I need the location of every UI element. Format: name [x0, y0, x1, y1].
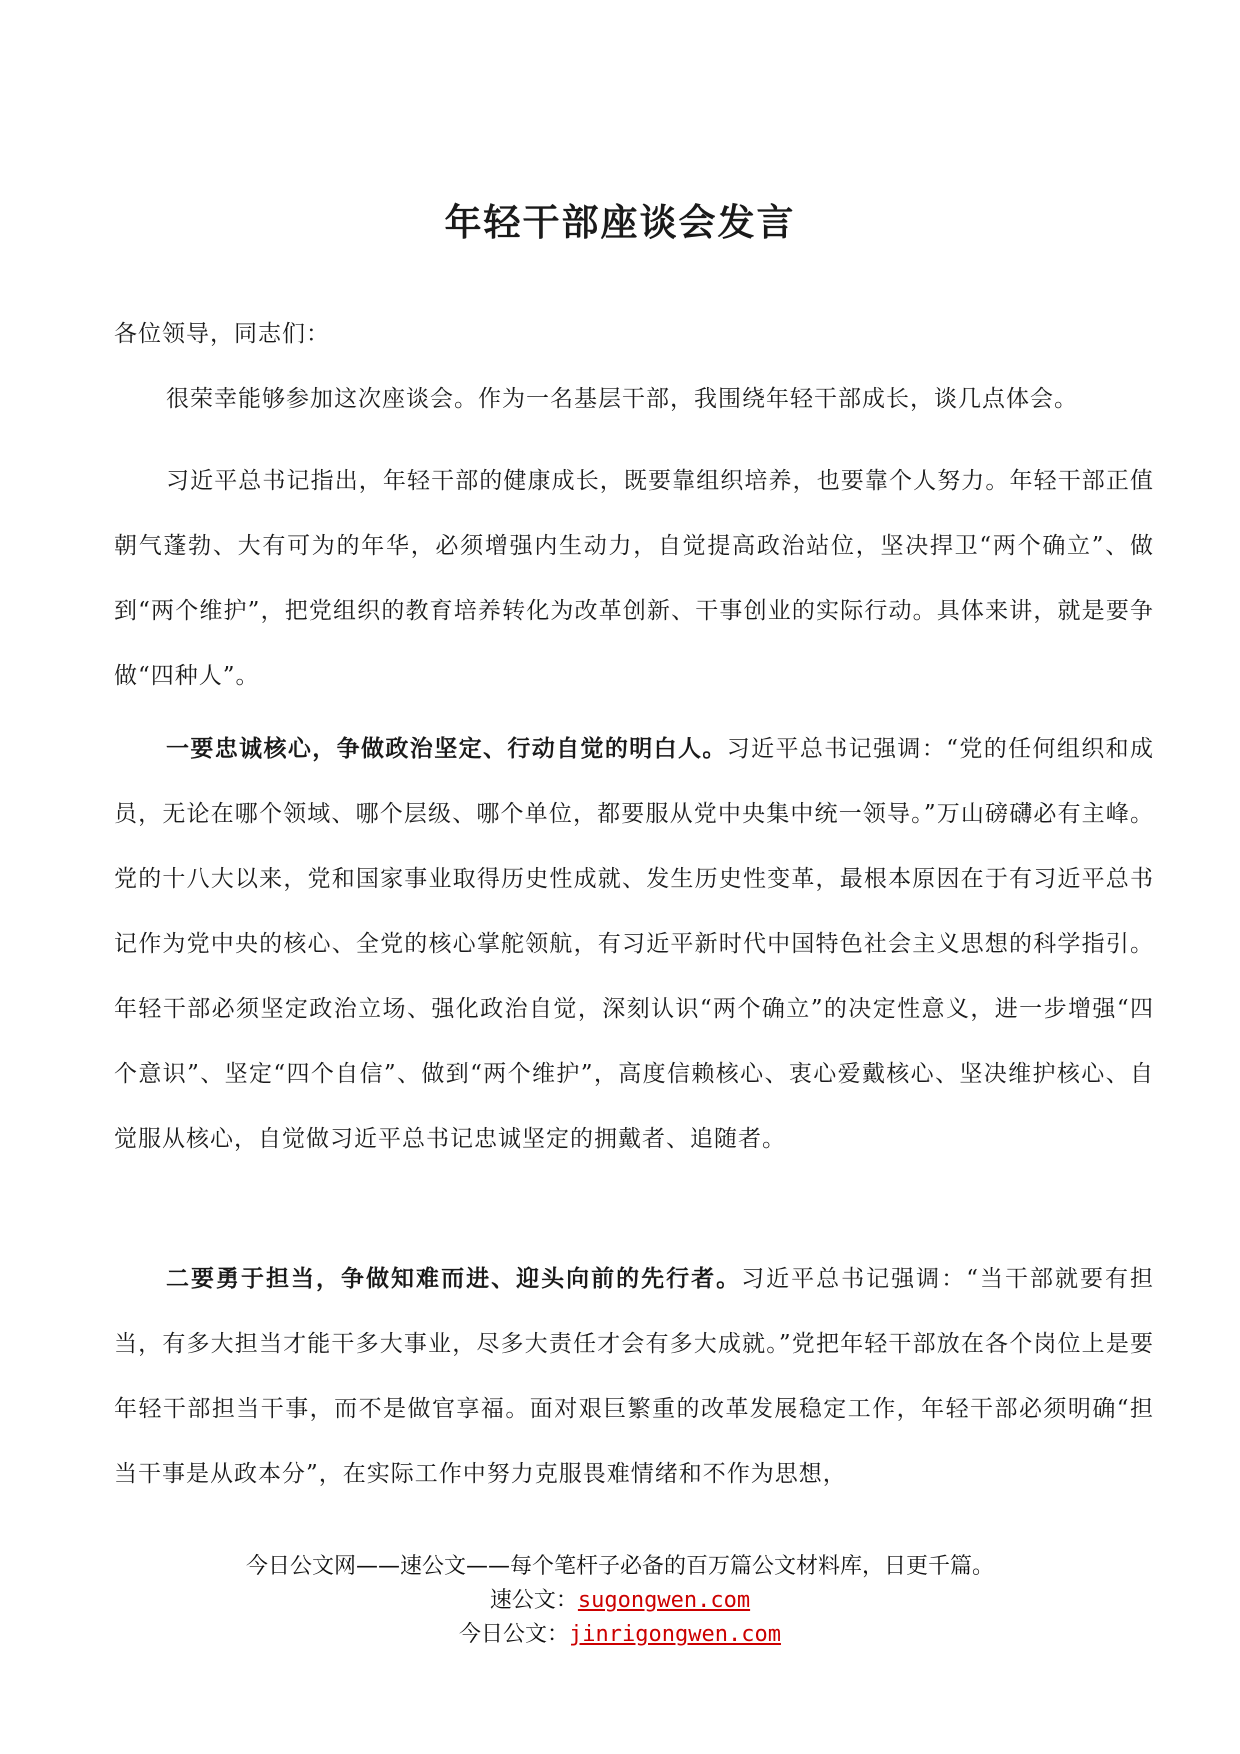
paragraph-text: 很荣幸能够参加这次座谈会。作为一名基层干部，我围绕年轻干部成长，谈几点体会。 — [166, 386, 1078, 412]
paragraph-text: 习近平总书记指出，年轻干部的健康成长，既要靠组织培养，也要靠个人努力。年轻干部正值朝气蓬勃、大有可为的年华，必须增强内生动力，自觉提高政治站位，坚决捍卫“两个确立”、做到“两个维护”，把党组织的教育培养转化为改革创新、干事创业的实际行动。具体来讲，就是要争做“四种人”。 — [114, 468, 1154, 689]
paragraph-overview — [114, 449, 1154, 709]
sugongwen-link[interactable]: sugongwen.com — [577, 1588, 751, 1613]
paragraph-intro — [114, 367, 1154, 432]
paragraph-point-two — [114, 1246, 1154, 1507]
footer-ad — [0, 1550, 1240, 1652]
footer-link-row — [0, 1618, 1240, 1652]
paragraph-lead: 二要勇于担当，争做知难而进、迎头向前的先行者。 — [166, 1265, 742, 1292]
footer-link-row — [0, 1584, 1240, 1618]
footer-link-label: 今日公文： — [459, 1622, 570, 1647]
paragraph-text: 习近平总书记强调：“当干部就要有担当，有多大担当才能干多大事业，尽多大责任才会有多大成就。”党把年轻干部放在各个岗位上是要年轻干部担当干事，而不是做官享福。面对艰巨繁重的改革发展稳定工作，年轻干部必须明确“担当干事是从政本分”，在实际工作中努力克服畏难情绪和不作为思想， — [114, 1266, 1154, 1487]
salutation: 各位领导，同志们： — [114, 321, 330, 347]
paragraph-point-one — [114, 716, 1154, 1172]
footer-slogan: 今日公文网——速公文——每个笔杆子必备的百万篇公文材料库，日更千篇。 — [245, 1554, 994, 1579]
paragraph-text: 习近平总书记强调：“党的任何组织和成员，无论在哪个领域、哪个层级、哪个单位，都要服从党中央集中统一领导。”万山磅礴必有主峰。党的十八大以来，党和国家事业取得历史性成就、发生历史性变革，最根本原因在于有习近平总书记作为党中央的核心、全党的核心掌舵领航，有习近平新时代中国特色社会主义思想的科学指引。年轻干部必须坚定政治立场、强化政治自觉，深刻认识“两个确立”的决定性意义，进一步增强“四个意识”、坚定“四个自信”、做到“两个维护”，高度信赖核心、衷心爱戴核心、坚决维护核心、自觉服从核心，自觉做习近平总书记忠诚坚定的拥戴者、追随者。 — [114, 736, 1154, 1152]
paragraph-lead: 一要忠诚核心，争做政治坚定、行动自觉的明白人。 — [166, 735, 727, 762]
document-title: 年轻干部座谈会发言 — [444, 200, 796, 244]
jinrigongwen-link[interactable]: jinrigongwen.com — [569, 1622, 781, 1647]
footer-link-label: 速公文： — [489, 1588, 578, 1613]
